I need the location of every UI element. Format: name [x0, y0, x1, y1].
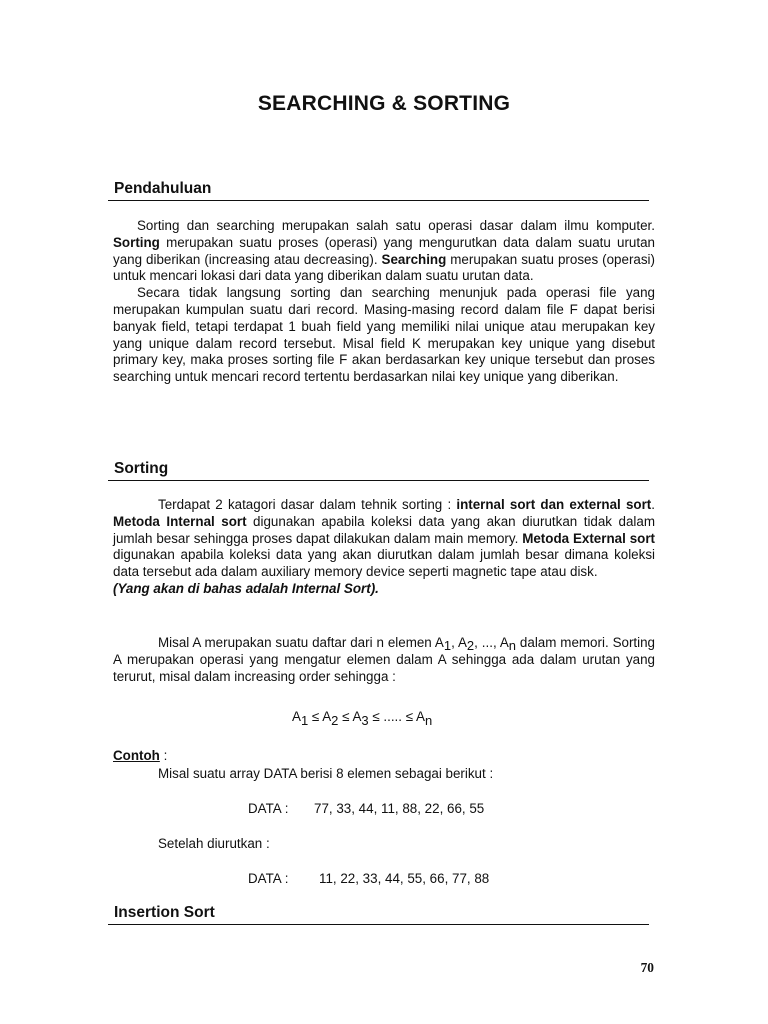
heading-pendahuluan: Pendahuluan [114, 180, 212, 197]
bold-term-sorting: Sorting [113, 234, 160, 250]
heading-rule [108, 924, 649, 925]
contoh-colon: : [159, 748, 168, 763]
text-run: digunakan apabila koleksi data yang akan diurutkan tidak dalam jumlah besar sehingga proses dapat dilakukan dalam main memory. [113, 513, 655, 546]
subscript: 1 [300, 713, 309, 728]
bold-term-external: Metoda External sort [522, 530, 655, 546]
sorting-paragraph-1 [113, 497, 655, 598]
data-label-unsorted: DATA : [248, 801, 289, 816]
text-run: Sorting dan searching merupakan salah satu operasi dasar dalam ilmu komputer. [137, 218, 655, 233]
data-values-unsorted: 77, 33, 44, 11, 88, 22, 66, 55 [314, 801, 485, 816]
bold-term-categories: internal sort dan external sort [456, 497, 652, 512]
sorting-paragraph-2 [113, 635, 655, 685]
ordering-formula [292, 709, 433, 728]
text-run: Terdapat 2 katagori dasar dalam tehnik sorting : [158, 497, 457, 512]
pendahuluan-body [113, 218, 655, 386]
heading-sorting: Sorting [114, 460, 169, 477]
text-run: digunakan apabila koleksi data yang akan diurutkan dalam jumlah besar dimana koleksi data tersebut ada dalam auxiliary memory device seperti magnetic tape atau disk. [113, 547, 655, 580]
formula-text: A [292, 709, 301, 724]
subscript: 2 [331, 713, 339, 728]
text-run: merupakan suatu proses (operasi) yang mengurutkan data dalam suatu urutan yang diberikan (increasing atau decreasing). [113, 234, 655, 267]
formula-text: ≤ ..... ≤ A [368, 709, 425, 724]
text-run: , ..., A [474, 635, 509, 650]
heading-rule [108, 480, 649, 481]
page-title: SEARCHING & SORTING [257, 92, 511, 115]
text-run: Misal A merupakan suatu daftar dari n elemen A [158, 635, 444, 650]
internal-sort-note: (Yang akan di bahas adalah Internal Sort). [113, 580, 379, 596]
pendahuluan-paragraph-1 [113, 218, 655, 285]
text-run: merupakan suatu proses (operasi) untuk mencari lokasi dari data yang diberikan dalam suatu urutan data. [113, 251, 655, 284]
subscript: 2 [466, 638, 475, 653]
data-label-sorted: DATA : [248, 871, 289, 886]
text-run: dalam memori. Sorting A merupakan operasi yang mengatur elemen dalam A sehingga ada dalam urutan yang terurut, misal dalam increasing order sehingga : [113, 635, 655, 684]
formula-text: ≤ A [308, 709, 332, 724]
subscript: 1 [443, 638, 452, 653]
bold-term-internal: Metoda Internal sort [113, 513, 247, 529]
data-values-sorted: 11, 22, 33, 44, 55, 66, 77, 88 [319, 871, 490, 886]
subscript: 3 [361, 713, 369, 728]
contoh-description: Misal suatu array DATA berisi 8 elemen sebagai berikut : [158, 766, 494, 781]
contoh-label: Contoh [113, 748, 160, 763]
subscript: n [424, 713, 433, 728]
subscript: n [508, 638, 517, 653]
text-run: . [651, 497, 655, 512]
heading-rule [108, 200, 649, 201]
bold-term-searching: Searching [381, 251, 447, 267]
page-number: 70 [640, 960, 654, 975]
contoh-label-line [113, 748, 167, 763]
pendahuluan-paragraph-2: Secara tidak langsung sorting dan searching menunjuk pada operasi file yang merupakan kumpulan suatu dari record. Masing-masing record dalam file F dapat berisi banyak field, tetapi terdapat 1 buah field yang memiliki nilai unique atau merupakan key yang unique dalam record tersebut. Misal field K merupakan key unique yang disebut primary key, maka proses sorting file F akan berdasarkan key unique tersebut dan proses searching untuk mencari record tertentu berdasarkan nilai key unique yang diberikan. [113, 285, 655, 385]
heading-insertion-sort: Insertion Sort [114, 904, 215, 921]
formula-text: ≤ A [338, 709, 362, 724]
after-sorted-label: Setelah diurutkan : [158, 836, 270, 851]
text-run: , A [451, 635, 467, 650]
